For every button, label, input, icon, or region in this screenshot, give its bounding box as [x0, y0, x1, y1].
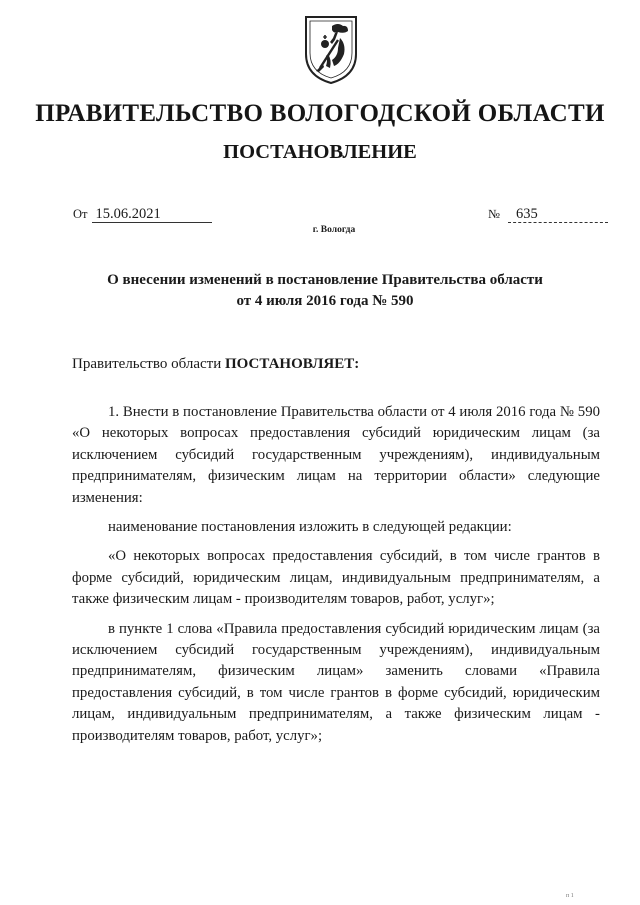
city-label: г. Вологда: [312, 225, 356, 235]
document-body: [72, 402, 600, 755]
intro-resolves: ПОСТАНОВЛЯЕТ:: [224, 356, 360, 372]
resolution-intro: [72, 356, 359, 373]
subject-line: О внесении изменений в постановление Правительства области: [107, 272, 543, 288]
date-field: [73, 206, 212, 223]
body-paragraph: «О некоторых вопросах предоставления субсидий, в том числе грантов в форме субсидий, юридическим лицам, индивидуальным предпринимателям, а также физическим лицам - производителям товаров, работ, услуг»;: [72, 548, 600, 608]
date-value: 15.06.2021: [92, 207, 212, 223]
government-title: ПРАВИТЕЛЬСТВО ВОЛОГОДСКОЙ ОБЛАСТИ: [35, 100, 605, 127]
number-value: 635: [508, 207, 608, 223]
date-prefix: От: [73, 207, 88, 221]
body-paragraph: в пункте 1 слова «Правила предоставления субсидий юридическим лицам (за исключением субсидий государственным учреждениям), индивидуальным предпринимателям, физическим лицам» заменить словами «Правила предоставления субсидий, в том числе грантов в форме субсидий, юридическим лицам, индивидуальным предпринимателям, а также физическим лицам - производителям товаров, работ, услуг»;: [72, 620, 600, 744]
number-field: [488, 206, 608, 223]
intro-lead: Правительство области: [72, 356, 225, 372]
subject-line: от 4 июля 2016 года № 590: [236, 293, 414, 309]
document-type: ПОСТАНОВЛЕНИЕ: [223, 141, 417, 163]
document-subject: [60, 270, 590, 312]
body-paragraph: 1. Внести в постановление Правительства области от 4 июля 2016 года № 590 «О некоторых вопросах предоставления субсидий юридическим лицам (за исключением субсидий государственным учреждениям), индивидуальным предпринимателям, физическим лицам на территории области» следующие изменения:: [72, 404, 600, 506]
coat-of-arms-icon: [302, 14, 360, 86]
page-mark: п 1: [566, 893, 574, 899]
number-prefix: №: [488, 207, 500, 221]
body-paragraph: наименование постановления изложить в следующей редакции:: [108, 519, 512, 536]
